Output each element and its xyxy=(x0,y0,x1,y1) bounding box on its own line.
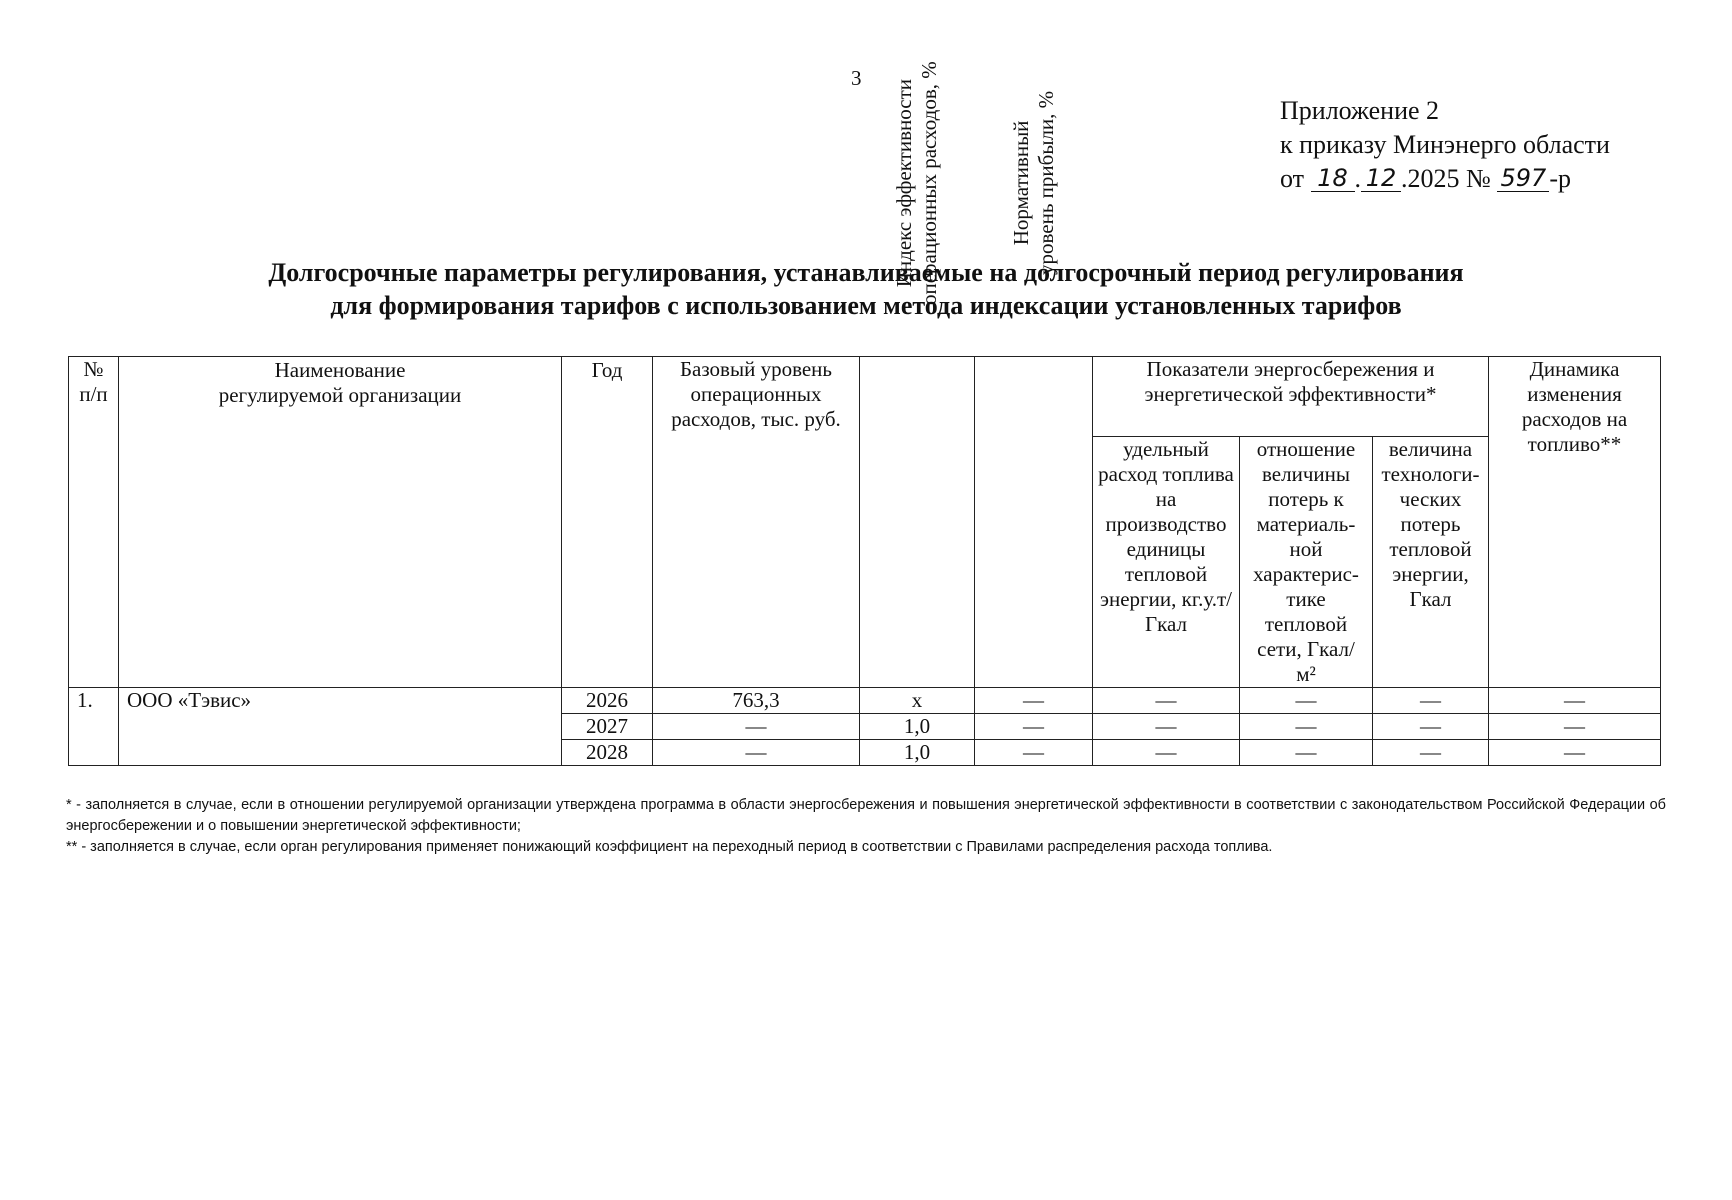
cell-org-name: ООО «Тэвис» xyxy=(119,688,562,766)
appendix-line-3: от 18 . 12 .2025 № 597 -р xyxy=(1280,164,1572,193)
cell-fuel-dynamics: — xyxy=(1489,740,1661,766)
cell-year: 2027 xyxy=(562,714,653,740)
cell-tech-losses: — xyxy=(1373,740,1489,766)
appendix-block xyxy=(1280,94,1610,196)
cell-fuel-rate: — xyxy=(1093,714,1240,740)
appendix-order-number-handwritten: 597 xyxy=(1497,165,1549,192)
appendix-line-2: к приказу Минэнерго области xyxy=(1280,130,1610,159)
cell-tech-losses: — xyxy=(1373,688,1489,714)
cell-loss-ratio: — xyxy=(1240,740,1373,766)
cell-fuel-dynamics: — xyxy=(1489,688,1661,714)
cell-year: 2026 xyxy=(562,688,653,714)
cell-efficiency-index: 1,0 xyxy=(860,714,975,740)
footnote-1: * - заполняется в случае, если в отношении регулируемой организации утверждена программа в области энергосбережения и повышения энергетической эффективности в соответствии с законодательством Российской Федерации об энергосбережении и о повышении энергетической эффективности; xyxy=(66,797,1666,834)
header-year: Год xyxy=(562,357,653,688)
cell-profit-level: — xyxy=(975,740,1093,766)
appendix-year-number-label: .2025 № xyxy=(1401,164,1491,193)
header-loss-ratio: отношение величины потерь к материаль-ной характерис-тике тепловой сети, Гкал/м² xyxy=(1240,437,1373,688)
appendix-date-prefix: от xyxy=(1280,164,1305,193)
header-num: № п/п xyxy=(69,357,119,688)
cell-base-level: — xyxy=(653,714,860,740)
document-title-line-2: для формирования тарифов с использованием метода индексации установленных тарифов xyxy=(330,291,1402,320)
cell-loss-ratio: — xyxy=(1240,714,1373,740)
appendix-number-suffix: -р xyxy=(1549,164,1572,193)
header-efficiency-index: Индекс эффективности операционных расходов, % xyxy=(860,357,975,688)
table-row xyxy=(69,688,1661,714)
appendix-month-handwritten: 12 xyxy=(1361,165,1401,192)
document-title-line-1: Долгосрочные параметры регулирования, устанавливаемые на долгосрочный период регулирования xyxy=(268,258,1464,287)
cell-efficiency-index: 1,0 xyxy=(860,740,975,766)
cell-loss-ratio: — xyxy=(1240,688,1373,714)
footnote-2: ** - заполняется в случае, если орган регулирования применяет понижающий коэффициент на переходный период в соответствии с Правилами распределения расхода топлива. xyxy=(66,839,1273,855)
cell-fuel-dynamics: — xyxy=(1489,714,1661,740)
cell-base-level: — xyxy=(653,740,860,766)
header-base-level: Базовый уровень операционных расходов, тыс. руб. xyxy=(653,357,860,688)
appendix-line-1: Приложение 2 xyxy=(1280,96,1440,125)
cell-profit-level: — xyxy=(975,688,1093,714)
header-energy-indicators: Показатели энергосбережения и энергетической эффективности* xyxy=(1093,357,1489,437)
cell-profit-level: — xyxy=(975,714,1093,740)
cell-year: 2028 xyxy=(562,740,653,766)
document-title xyxy=(0,256,1732,322)
header-tech-losses: величина технологи-ческих потерь тепловой энергии, Гкал xyxy=(1373,437,1489,688)
header-fuel-rate: удельный расход топлива на производство единицы тепловой энергии, кг.у.т/Гкал xyxy=(1093,437,1240,688)
cell-fuel-rate: — xyxy=(1093,688,1240,714)
header-org-name: Наименование регулируемой организации xyxy=(119,357,562,688)
cell-base-level: 763,3 xyxy=(653,688,860,714)
header-fuel-dynamics: Динамика изменения расходов на топливо** xyxy=(1489,357,1661,688)
cell-tech-losses: — xyxy=(1373,714,1489,740)
cell-efficiency-index: х xyxy=(860,688,975,714)
footnotes xyxy=(66,795,1666,858)
cell-fuel-rate: — xyxy=(1093,740,1240,766)
appendix-day-handwritten: 18 xyxy=(1311,165,1355,192)
cell-row-num: 1. xyxy=(69,688,119,766)
page-number: 3 xyxy=(851,66,862,90)
header-profit-level: Нормативный уровень прибыли, % xyxy=(975,357,1093,688)
table-header-row-1 xyxy=(69,357,1661,437)
